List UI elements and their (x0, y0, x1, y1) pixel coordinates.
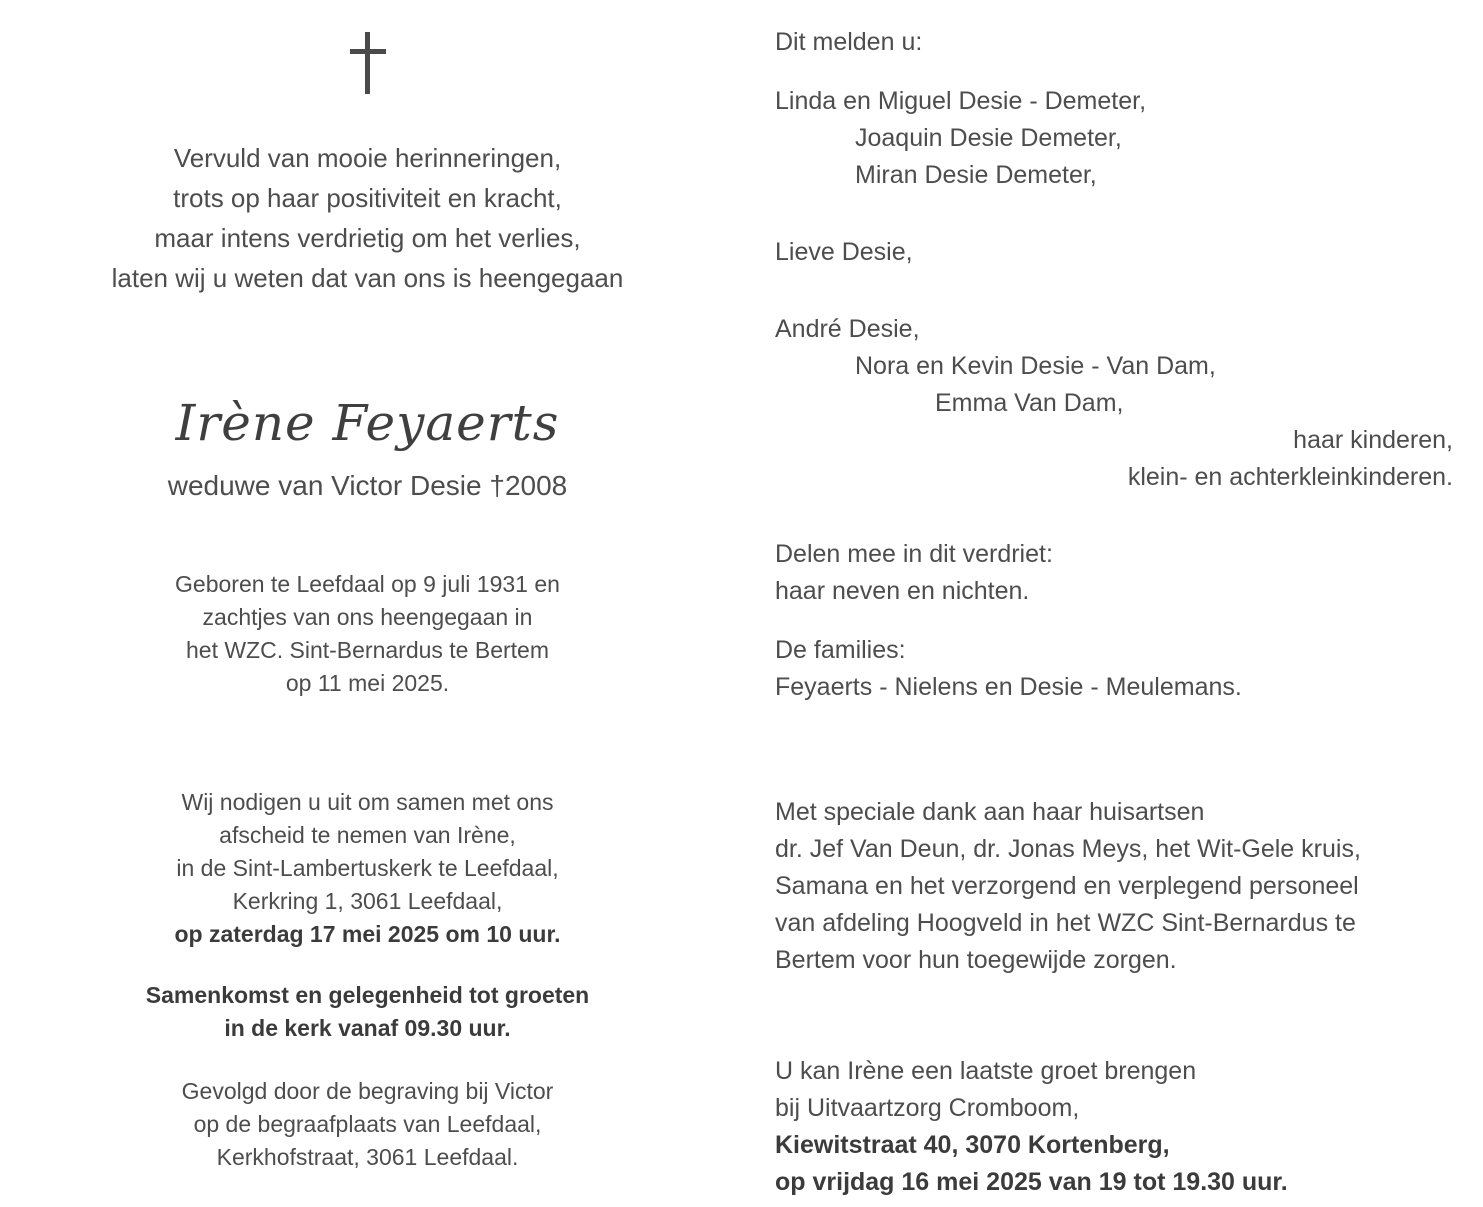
family-line: Nora en Kevin Desie - Van Dam, (855, 352, 1216, 380)
thanks-block (775, 794, 1453, 979)
condolence-line: haar neven en nichten. (775, 577, 1030, 605)
thanks-line: Met speciale dank aan haar huisartsen (775, 798, 1205, 826)
birth-death-line: het WZC. Sint-Bernardus te Bertem (185, 637, 549, 663)
gathering-text (40, 979, 695, 1045)
birth-death-line: op 11 mei 2025. (285, 670, 450, 696)
intro-line: trots op haar positiviteit en kracht, (173, 183, 562, 213)
visitation-datetime: op vrijdag 16 mei 2025 van 19 tot 19.30 uur. (775, 1168, 1288, 1196)
burial-text (40, 1075, 695, 1174)
invitation-line: Wij nodigen u uit om samen met ons (181, 789, 554, 815)
intro-line: maar intens verdrietig om het verlies, (154, 223, 581, 253)
spacer (775, 979, 1453, 1053)
intro-text (40, 138, 695, 298)
thanks-line: dr. Jef Van Deun, dr. Jonas Meys, het Wit-Gele kruis, (775, 835, 1361, 863)
left-column (0, 0, 735, 1207)
deceased-name: Irène Feyaerts (175, 394, 560, 452)
visitation-block (775, 1053, 1453, 1201)
family-group-1 (775, 83, 1453, 194)
family-line: Linda en Miguel Desie - Demeter, (775, 87, 1147, 115)
gathering-line: in de kerk vanaf 09.30 uur. (224, 1015, 511, 1041)
spacer (775, 706, 1453, 794)
invitation-line: afscheid te nemen van Irène, (219, 822, 516, 848)
spacer (775, 194, 1453, 234)
invitation-line: Kerkring 1, 3061 Leefdaal, (232, 888, 503, 914)
family-summary-line: klein- en achterkleinkinderen. (1127, 463, 1453, 491)
condolence-line: Delen mee in dit verdriet: (775, 540, 1053, 568)
gathering-line: Samenkomst en gelegenheid tot groeten (145, 982, 590, 1008)
family-line: Lieve Desie, (775, 238, 913, 266)
families-block (775, 632, 1453, 706)
birth-death-line: zachtjes van ons heengegaan in (202, 604, 533, 630)
family-line: André Desie, (775, 315, 920, 343)
visitation-line: bij Uitvaartzorg Cromboom, (775, 1094, 1080, 1122)
intro-line: laten wij u weten dat van ons is heengegaan (111, 263, 624, 293)
thanks-line: van afdeling Hoogveld in het WZC Sint-Bernardus te (775, 909, 1356, 937)
visitation-line: U kan Irène een laatste groet brengen (775, 1057, 1197, 1085)
spacer (775, 496, 1453, 536)
families-line: De families: (775, 636, 906, 664)
visitation-address: Kiewitstraat 40, 3070 Kortenberg, (775, 1131, 1170, 1159)
right-column (735, 0, 1483, 1207)
deceased-subtitle: weduwe van Victor Desie †2008 (167, 470, 568, 501)
invitation-text (40, 786, 695, 951)
burial-line: Gevolgd door de begraving bij Victor (181, 1078, 554, 1104)
thanks-line: Samana en het verzorgend en verplegend personeel (775, 872, 1359, 900)
family-line: Joaquin Desie Demeter, (855, 124, 1122, 152)
invitation-line: in de Sint-Lambertuskerk te Leefdaal, (176, 855, 559, 881)
families-line: Feyaerts - Nielens en Desie - Meulemans. (775, 673, 1242, 701)
spacer (775, 271, 1453, 311)
family-summary-line: haar kinderen, (1293, 426, 1453, 454)
announcement-header-block (775, 24, 1453, 61)
cross-icon-wrap (40, 24, 695, 112)
burial-line: op de begraafplaats van Leefdaal, (193, 1111, 542, 1137)
burial-line: Kerkhofstraat, 3061 Leefdaal. (216, 1144, 519, 1170)
family-group-3 (775, 311, 1453, 496)
birth-death-text (40, 568, 695, 700)
family-line: Emma Van Dam, (935, 389, 1124, 417)
condolence-block (775, 536, 1453, 610)
thanks-line: Bertem voor hun toegewijde zorgen. (775, 946, 1177, 974)
spacer (775, 61, 1453, 83)
family-line: Miran Desie Demeter, (855, 161, 1097, 189)
birth-death-line: Geboren te Leefdaal op 9 juli 1931 en (175, 571, 560, 597)
intro-line: Vervuld van mooie herinneringen, (173, 143, 562, 173)
ceremony-datetime: op zaterdag 17 mei 2025 om 10 uur. (174, 921, 561, 947)
family-group-2 (775, 234, 1453, 271)
spacer (775, 610, 1453, 632)
cross-icon (348, 32, 388, 94)
announcement-header: Dit melden u: (775, 28, 923, 56)
